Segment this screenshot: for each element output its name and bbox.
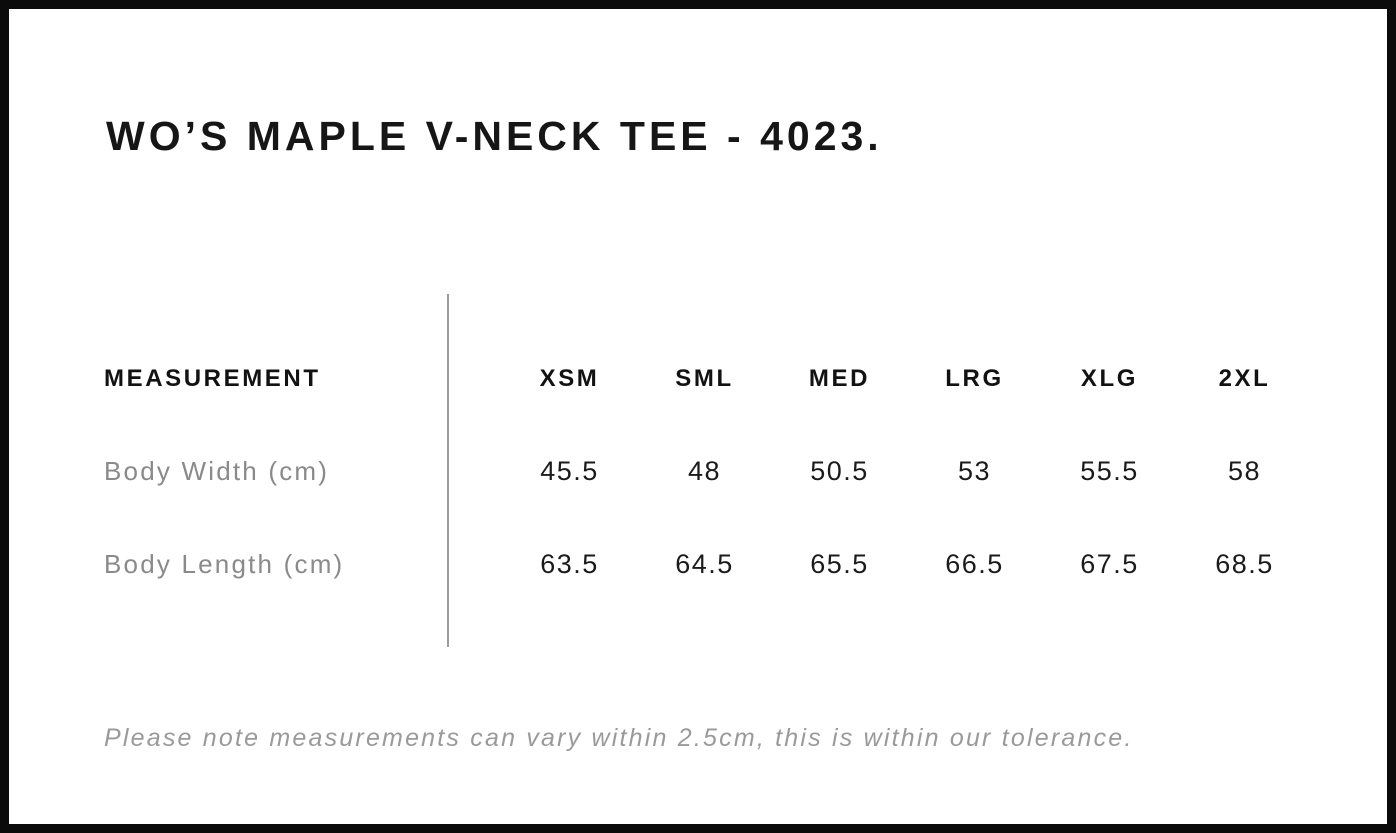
body-length-2xl-value: 68.5 [1215, 549, 1274, 579]
body-width-sml-value: 48 [687, 456, 722, 486]
body-length-xsm-value: 63.5 [540, 549, 599, 579]
body-width-med-value: 50.5 [810, 456, 869, 486]
body-width-2xl-value: 58 [1227, 456, 1262, 486]
body-width-xsm-value: 45.5 [540, 456, 599, 486]
column-header-xlg: XLG [1080, 364, 1139, 392]
tolerance-note: Please note measurements can vary within 2.5cm, this is within our tolerance. [104, 724, 1134, 752]
column-header-lrg: LRG [945, 364, 1004, 392]
column-header-med: MED [808, 364, 871, 392]
row-label-body-width: Body Width (cm) [104, 456, 330, 486]
column-header-sml: SML [675, 364, 734, 392]
column-header-measurement: MEASUREMENT [104, 364, 321, 392]
page-title: WO’S MAPLE V-NECK TEE - 4023. [106, 113, 883, 159]
row-label-body-length: Body Length (cm) [104, 549, 345, 579]
body-length-sml-value: 64.5 [675, 549, 734, 579]
body-width-xlg-value: 55.5 [1080, 456, 1139, 486]
column-header-xsm: XSM [539, 364, 600, 392]
body-length-lrg-value: 66.5 [945, 549, 1004, 579]
column-header-2xl: 2XL [1218, 364, 1271, 392]
body-length-xlg-value: 67.5 [1080, 549, 1139, 579]
body-length-med-value: 65.5 [810, 549, 869, 579]
size-chart-table [104, 332, 1312, 611]
body-width-lrg-value: 53 [957, 456, 992, 486]
